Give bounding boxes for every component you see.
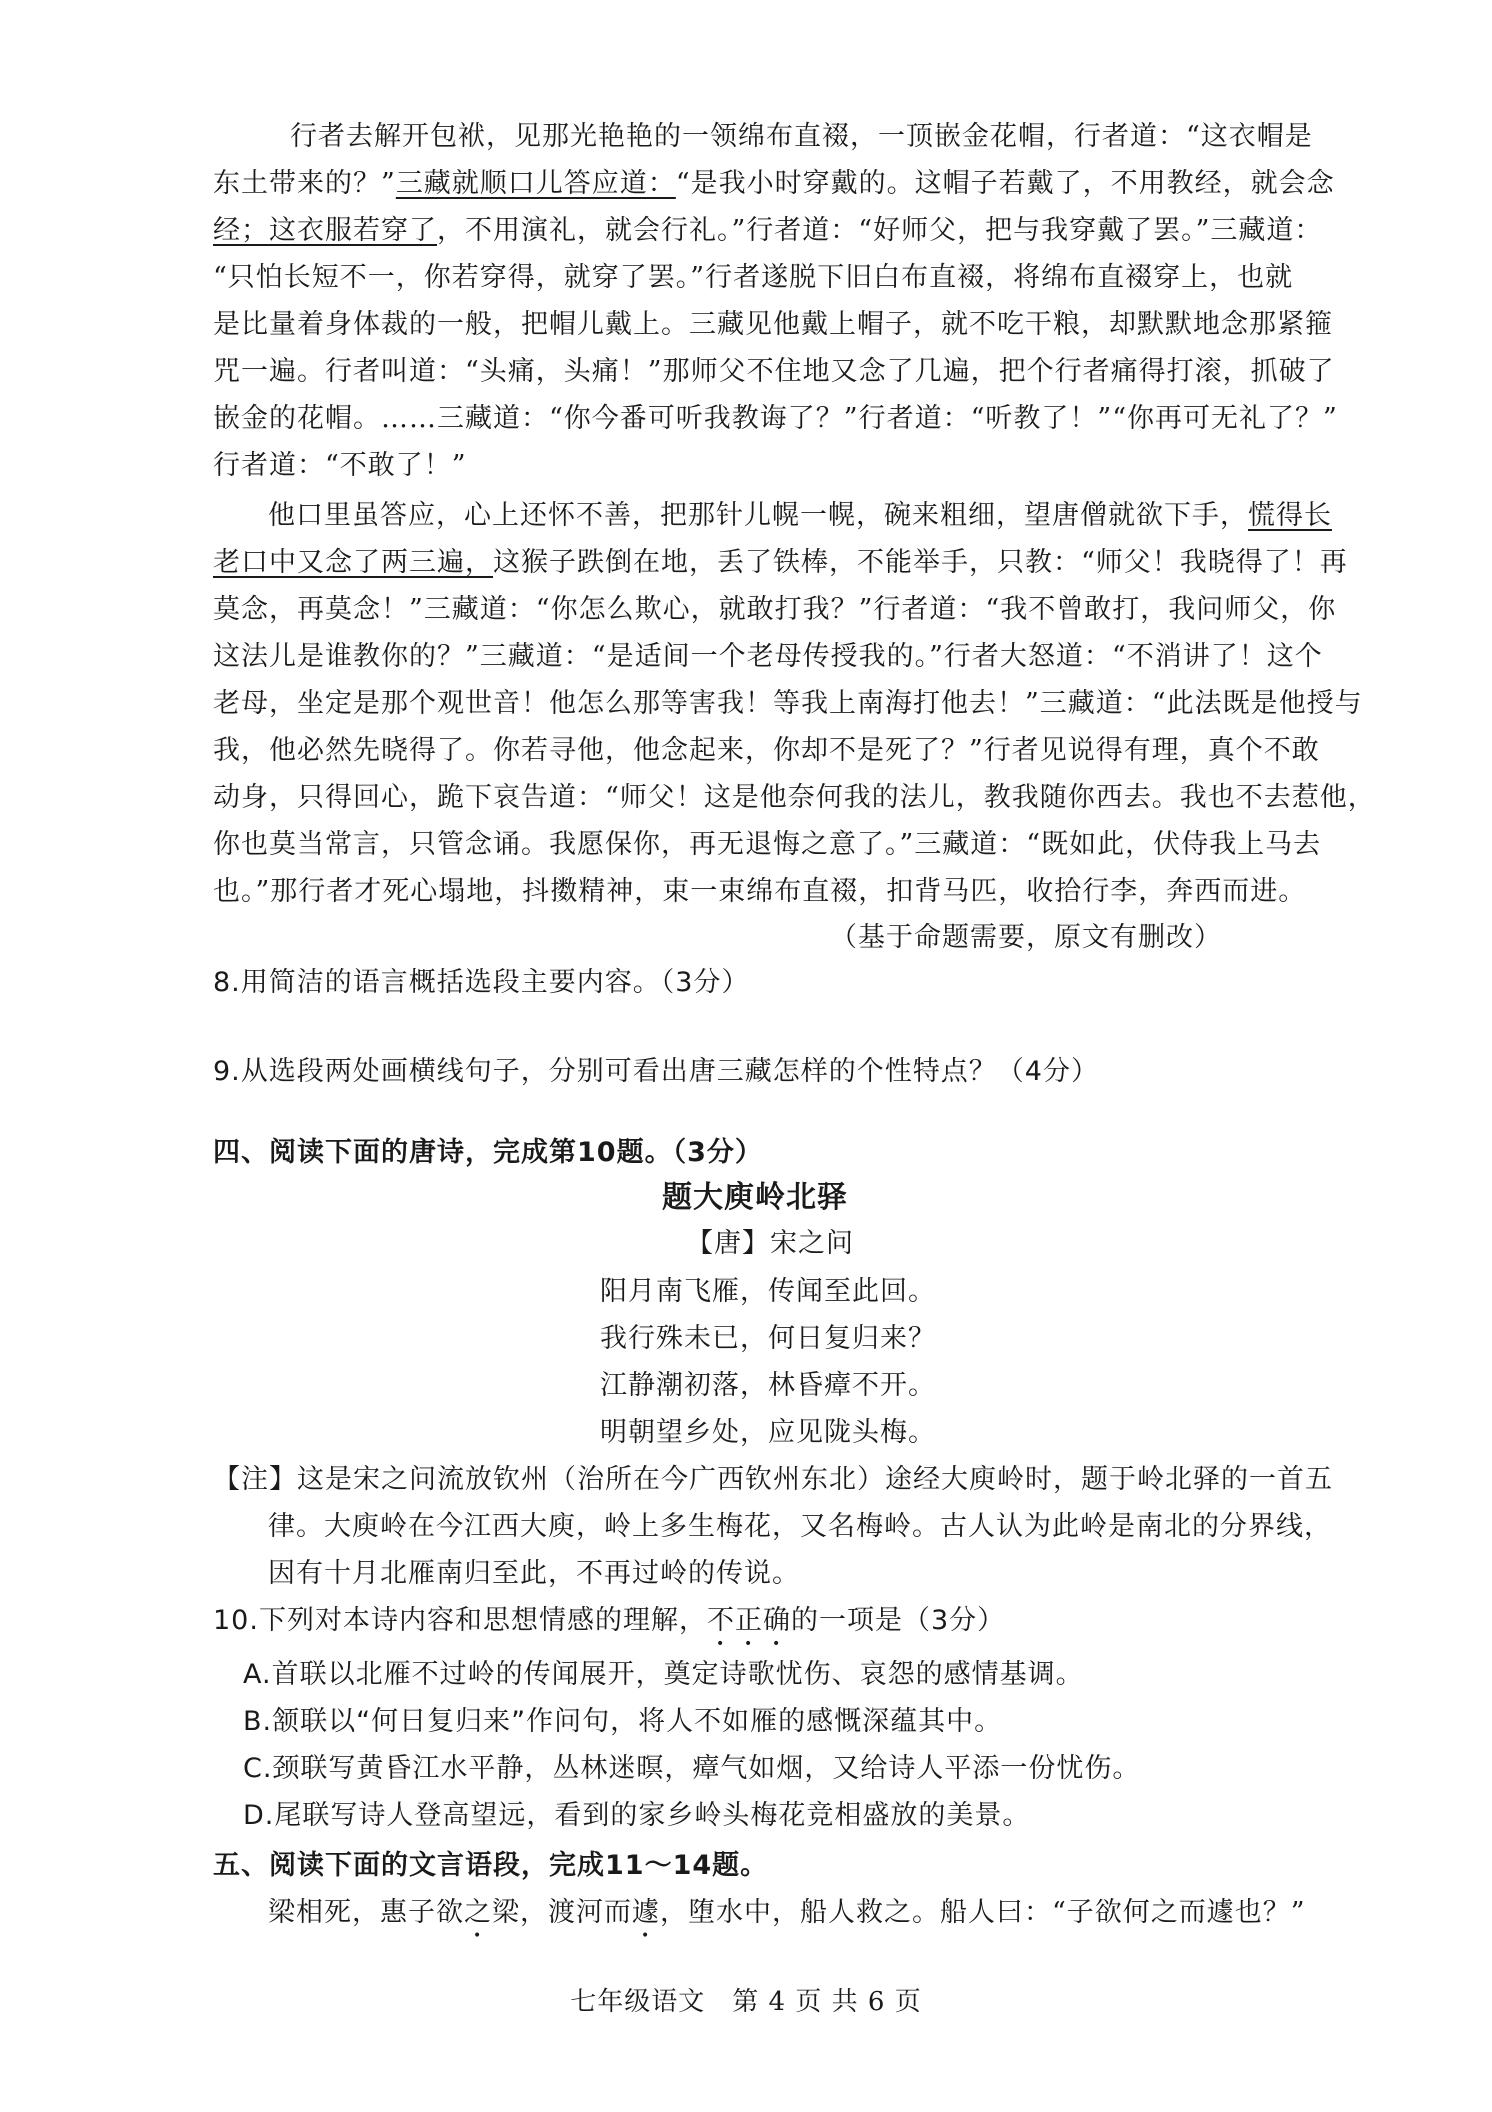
- poem-line: 阳月南飞雁，传闻至此回。: [600, 1276, 936, 1307]
- passage-p1-line: “只怕长短不一，你若穿得，就穿了罢。”行者遂脱下旧白布直裰，将绵布直裰穿上，也就: [213, 262, 1294, 293]
- poem-note: 因有十月北雁南归至此，不再过岭的传说。: [268, 1558, 800, 1589]
- section-5-heading: 五、阅读下面的文言语段，完成11～14题。: [213, 1850, 769, 1881]
- question-9: 9.从选段两处画横线句子，分别可看出唐三藏怎样的个性特点？（4分）: [213, 1056, 1099, 1087]
- poem-line: 明朝望乡处，应见陇头梅。: [600, 1417, 936, 1448]
- source-note: （基于命题需要，原文有删改）: [830, 922, 1222, 953]
- emphasis-ju: 遽: [632, 1897, 660, 1928]
- poem-note: 【注】这是宋之问流放钦州（治所在今广西钦州东北）途经大庾岭时，题于岭北驿的一首五: [213, 1464, 1333, 1495]
- page-footer: 七年级语文 第 4 页 共 6 页: [570, 1987, 922, 2017]
- passage-p1-line: 嵌金的花帽。……三藏道：“你今番可听我教诲了？”行者道：“听教了！”“你再可无礼了？”: [213, 403, 1338, 434]
- question-10-option: C.颈联写黄昏江水平静，丛林迷暝，瘴气如烟，又给诗人平添一份忧伤。: [243, 1753, 1141, 1784]
- passage-p1-line: 咒一遍。行者叫道：“头痛，头痛！”那师父不住地又念了几遍，把个行者痛得打滚，抓破了: [213, 356, 1335, 387]
- question-10-option: B.颔联以“何日复归来”作问句，将人不如雁的感慨深蕴其中。: [243, 1706, 1003, 1737]
- passage-p1-line: 经；这衣服若穿了，不用演礼，就会行礼。”行者道：“好师父，把与我穿戴了罢。”三藏道：: [213, 215, 1323, 246]
- passage-p1-line: 行者道：“不敢了！”: [213, 450, 467, 481]
- underlined-sentence-1: 三藏就顺口儿答应道：: [395, 168, 676, 199]
- section-4-heading: 四、阅读下面的唐诗，完成第10题。（3分）: [213, 1137, 763, 1168]
- poem-line: 江静潮初落，林昏瘴不开。: [600, 1370, 936, 1401]
- passage-p2-line: 他口里虽答应，心上还怀不善，把那针儿幌一幌，碗来粗细，望唐僧就欲下手，慌得长: [268, 500, 1332, 531]
- passage-p1-line: 是比量着身体裁的一般，把帽儿戴上。三藏见他戴上帽子，就不吃干粮，却默默地念那紧箍: [213, 309, 1333, 340]
- passage-p1-line: 行者去解开包袱，见那光艳艳的一领绵布直裰，一顶嵌金花帽，行者道：“这衣帽是: [290, 121, 1313, 152]
- question-8: 8.用简洁的语言概括选段主要内容。（3分）: [213, 967, 750, 998]
- question-10-option: D.尾联写诗人登高望远，看到的家乡岭头梅花竞相盛放的美景。: [243, 1800, 1031, 1831]
- poem-author: 【唐】宋之问: [686, 1228, 854, 1259]
- passage-p2-line: 这法儿是谁教你的？”三藏道：“是适间一个老母传授我的。”行者大怒道：“不消讲了！这个: [213, 641, 1323, 672]
- passage-p2-line: 动身，只得回心，跪下哀告道：“师父！这是他奈何我的法儿，教我随你西去。我也不去惹他，: [213, 782, 1376, 813]
- underlined-sentence-2: 慌得长: [1248, 500, 1332, 531]
- question-10-stem: 10.下列对本诗内容和思想情感的理解，不正确的一项是（3分）: [213, 1605, 1006, 1636]
- passage-p2-line: 也。”那行者才死心塌地，抖擞精神，束一束绵布直裰，扣背马匹，收拾行李，奔西而进。: [213, 876, 1307, 907]
- passage-p2-line: 老口中又念了两三遍，这猴子跌倒在地，丢了铁棒，不能举手，只教：“师父！我晓得了！再: [213, 547, 1348, 578]
- poem-line: 我行殊未已，何日复归来？: [600, 1323, 936, 1354]
- passage-p2-line: 老母，坐定是那个观世音！他怎么那等害我！等我上南海打他去！”三藏道：“此法既是他授与: [213, 688, 1363, 719]
- poem-title: 题大庾岭北驿: [662, 1180, 848, 1215]
- underlined-sentence-2-cont: 老口中又念了两三遍，: [213, 547, 493, 578]
- passage-p1-line: 东土带来的？”三藏就顺口儿答应道：“是我小时穿戴的。这帽子若戴了，不用教经，就会念: [213, 168, 1335, 199]
- emphasis-zhi: 之: [464, 1897, 492, 1928]
- question-10-option: A.首联以北雁不过岭的传闻展开，奠定诗歌忧伤、哀怨的感情基调。: [243, 1659, 1084, 1690]
- passage-p2-line: 我，他必然先晓得了。你若寻他，他念起来，你却不是死了？”行者见说得有理，真个不敢: [213, 735, 1320, 766]
- emphasis-not-correct: 不正确: [706, 1605, 791, 1636]
- classical-text: 梁相死，惠子欲之梁，渡河而遽，堕水中，船人救之。船人曰：“子欲何之而遽也？”: [268, 1897, 1306, 1928]
- poem-note: 律。大庾岭在今江西大庾，岭上多生梅花，又名梅岭。古人认为此岭是南北的分界线，: [268, 1511, 1332, 1542]
- underlined-sentence-1-cont: 经；这衣服若穿了: [213, 215, 437, 246]
- passage-p2-line: 你也莫当常言，只管念诵。我愿保你，再无退悔之意了。”三藏道：“既如此，伏侍我上马去: [213, 829, 1322, 860]
- passage-p2-line: 莫念，再莫念！”三藏道：“你怎么欺心，就敢打我？”行者道：“我不曾敢打，我问师父，你: [213, 594, 1337, 625]
